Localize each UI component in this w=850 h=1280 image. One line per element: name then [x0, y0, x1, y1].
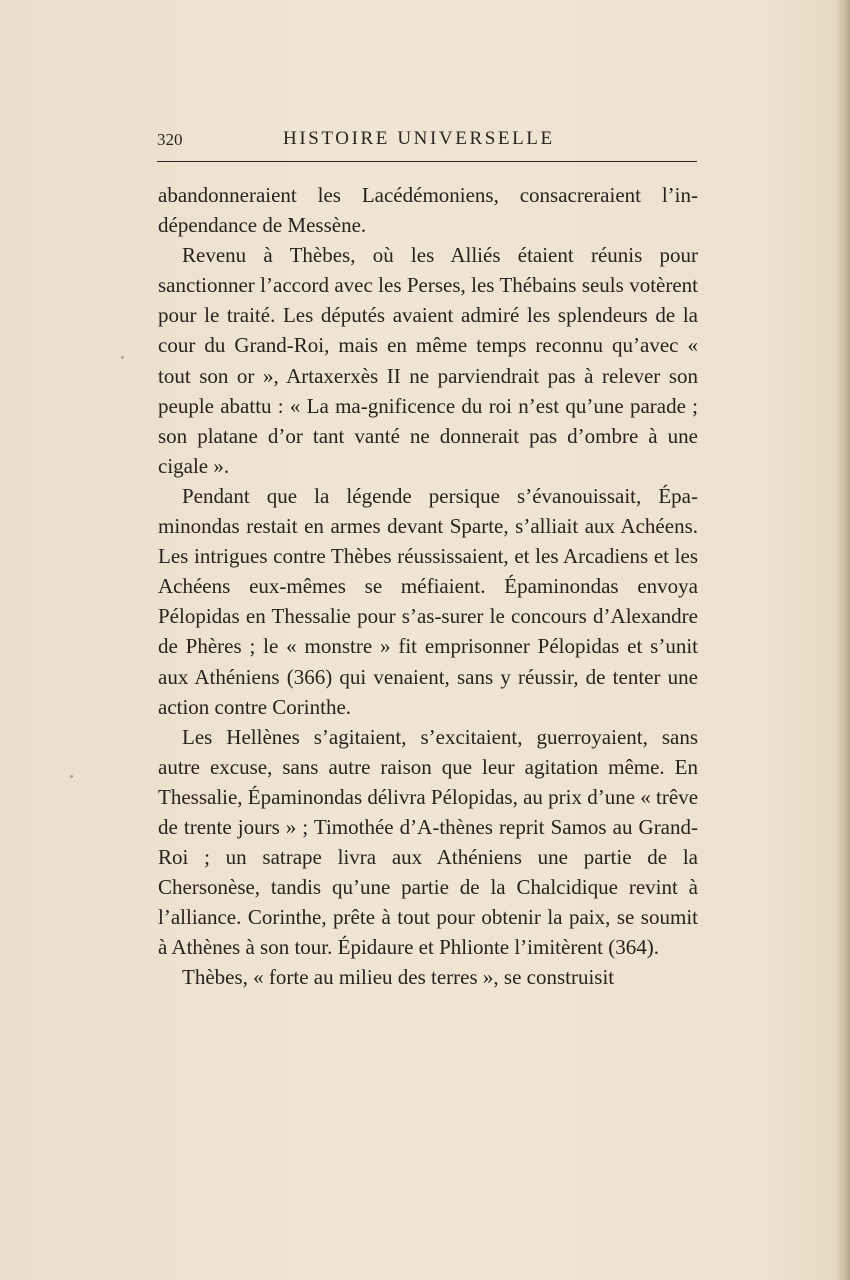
paragraph-1: abandonneraient les Lacédémoniens, consacreraient l’in-dépendance de Messène. — [158, 183, 698, 238]
paper-speck — [70, 775, 73, 778]
paragraph-3: Pendant que la légende persique s’évanouissait, Épa-minondas restait en armes devant Sparte, s’alliait aux Achéens. Les intrigues contre Thèbes réussissaient, et les Arcadiens et les Achéens eux-mêmes se méfiaient. Épaminondas envoya Pélopidas en Thessalie pour s’as-surer le concours d’Alexandre de Phères ; le « monstre » fit emprisonner Pélopidas et s’unit aux Athéniens (366) qui venaient, sans y réussir, de tenter une action contre Corinthe. — [158, 483, 698, 719]
body-text — [158, 180, 698, 993]
page-number: 320 — [157, 130, 183, 149]
paragraph-2: Revenu à Thèbes, où les Alliés étaient réunis pour sanctionner l’accord avec les Perses, les Thébains seuls votèrent pour le traité. Les députés avaient admiré les splendeurs de la cour du Grand-Roi, mais en même temps reconnu qu’avec « tout son or », Artaxerxès II ne parviendrait pas à relever son peuple abattu : « La ma-gnificence du roi n’est qu’une parade ; son platane d’or tant vanté ne donnerait pas d’ombre à une cigale ». — [158, 243, 698, 478]
paragraph-5: Thèbes, « forte au milieu des terres », se construisit — [182, 965, 615, 990]
header-rule — [157, 161, 697, 162]
paragraph-4: Les Hellènes s’agitaient, s’excitaient, guerroyaient, sans autre excuse, sans autre raison que leur agitation même. En Thessalie, Épaminondas délivra Pélopidas, au prix d’une « trêve de trente jours » ; Timothée d’A-thènes reprit Samos au Grand-Roi ; un satrape livra aux Athéniens une partie de la Chersonèse, tandis qu’une partie de la Chalcidique revint à l’alliance. Corinthe, prête à tout pour obtenir la paix, se soumit à Athènes à son tour. Épidaure et Phlionte l’imitèrent (364). — [158, 724, 699, 960]
running-title: HISTOIRE UNIVERSELLE — [283, 128, 555, 149]
page-edge-shadow — [834, 0, 850, 1280]
paper-speck — [121, 356, 124, 359]
page-header — [157, 126, 697, 156]
